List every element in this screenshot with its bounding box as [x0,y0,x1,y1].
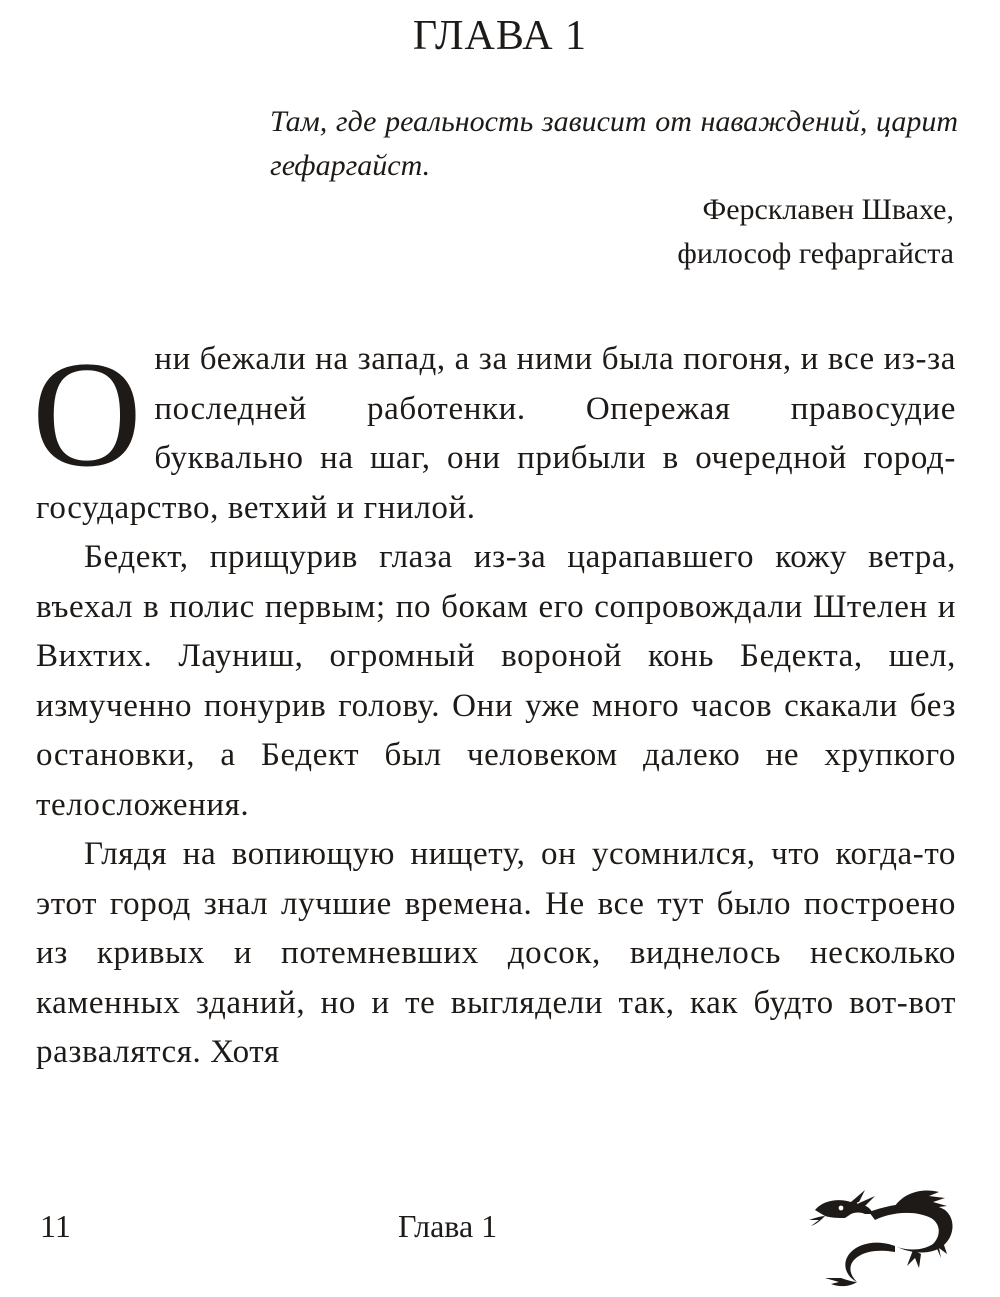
paragraph-2: Бедект, прищурив глаза из-за царапавшего кожу ветра, въехал в полис первым; по бокам его сопровождали Штелен и Вихтих. Лауниш, огромный вороной конь Бедекта, шел, измученно понурив голову. Они уже много часов скакали без остановки, а Бедект был человеком далеко не хрупкого телосложения. [36,539,956,823]
dragon-icon [795,1188,960,1293]
running-title: Глава 1 [398,1208,498,1244]
paragraph-1 [32,330,956,533]
chapter-body [32,330,956,1078]
page-number: 11 [40,1208,71,1244]
chapter-title: ГЛАВА 1 [412,13,588,59]
epigraph [270,100,958,276]
paragraph-3: Глядя на вопиющую нищету, он усомнился, что когда-то этот город знал лучшие времена. Не все тут было построено из кривых и потемневших досок, виднелось несколько каменных зданий, но и те выглядели так, как будто вот-вот развалятся. Хотя [36,836,956,1070]
page-footer [0,1200,1000,1297]
epigraph-text: Там, где реальность зависит от наваждений, царит гефаргайст. [270,105,958,182]
drop-cap: О [32,330,143,498]
epigraph-author-role: философ гефаргайста [677,237,954,270]
paragraph-1-text: ни бежали на запад, а за ними была погоня, и все из-за последней работенки. Опережая правосудие буквально на шаг, они прибыли в очередной город-государство, ветхий и гнилой. [36,341,956,526]
epigraph-author: Ферсклавен Швахе, [702,193,954,226]
